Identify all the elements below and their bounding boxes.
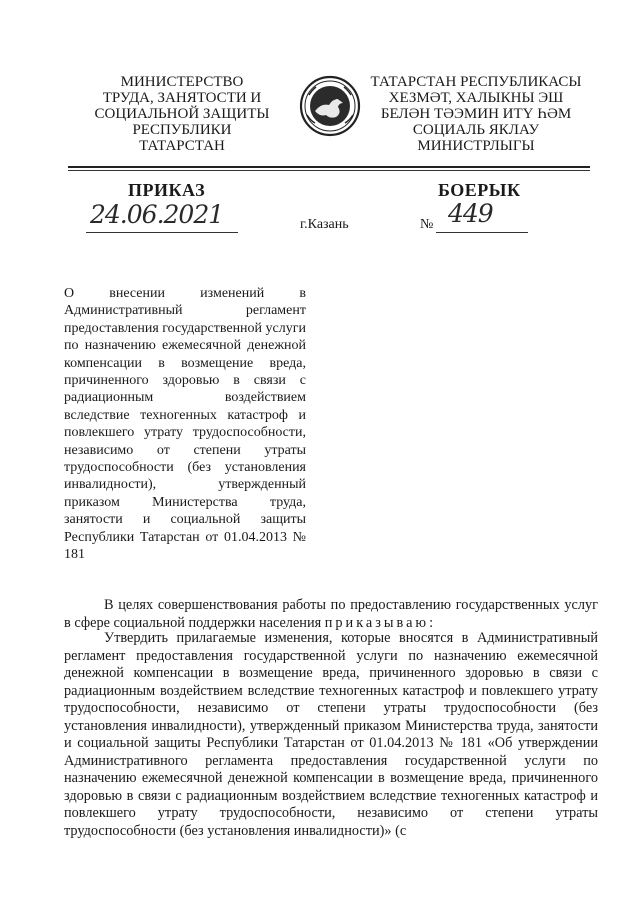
date-underline [86, 232, 238, 233]
ministry-name-ru [92, 74, 272, 154]
header-right-line: БЕЛӘН ТӘЭМИН ИТҮ ҺӘМ [380, 106, 572, 122]
header-divider [68, 166, 590, 168]
header-divider-thin [68, 170, 590, 171]
order-date: 24.06.2021 [90, 200, 224, 229]
number-sign: № [420, 217, 434, 232]
body-paragraph-2: Утвердить прилагаемые изменения, которые вносятся в Административный регламент предоставления государственной услуги по назначению ежемесячной денежной компенсации в возмещение вреда, причиненного здоровью в связи с радиационным воздействием вследствие техногенных катастроф и повлекшего утрату трудоспособности, независимо от степени утраты трудоспособности (без установления инвалидности), утвержденный приказом Министерства труда, занятости и социальной защиты Республики Татарстан от 01.04.2013 № 181 «Об утверждении Административного регламента предоставления государственной услуги по назначению ежемесячной денежной компенсации в возмещение вреда, причиненного здоровью в связи с радиационным воздействием вследствие техногенных катастроф и повлекшего утрату трудоспособности, независимо от степени утраты трудоспособности (без установления инвалидности)» (с [64, 630, 598, 839]
ministry-name-tt [368, 74, 584, 154]
header-right-line: ХЕЗМӘТ, ХАЛЫКНЫ ЭШ [388, 90, 564, 106]
header-left-line: ТРУДА, ЗАНЯТОСТИ И [102, 90, 262, 106]
order-title-tt: БОЕРЫК [438, 180, 521, 200]
header-left-line: МИНИСТЕРСТВО [120, 74, 244, 90]
header-right-line: ТАТАРСТАН РЕСПУБЛИКАСЫ [370, 74, 582, 90]
order-number: 449 [448, 199, 493, 228]
preamble-end: : [429, 614, 434, 631]
number-underline [436, 232, 528, 233]
order-city: г.Казань [300, 217, 349, 232]
header-left-line: СОЦИАЛЬНОЙ ЗАЩИТЫ [94, 106, 270, 122]
tatarstan-coat-of-arms-icon [299, 75, 361, 137]
preamble-text: В целях совершенствования работы по предоставлению государственных услуг в сфере социальной поддержки населения [64, 597, 598, 631]
header-left-line: ТАТАРСТАН [139, 138, 225, 154]
header-right-line: МИНИСТРЛЫГЫ [417, 138, 535, 154]
header-left-line: РЕСПУБЛИКИ [132, 122, 232, 138]
header-right-line: СОЦИАЛЬ ЯКЛАУ [412, 122, 540, 138]
order-title-ru: ПРИКАЗ [128, 180, 206, 200]
order-verb: приказываю [324, 614, 430, 631]
body-paragraph-1 [64, 597, 598, 632]
order-subject: О внесении изменений в Административный регламент предоставления государственной услуги по назначению ежемесячной денежной компенсации в возмещение вреда, причиненного здоровью в связи с радиационным воздействием вследствие техногенных катастроф и повлекшего утрату трудоспособности, независимо от степени утраты трудоспособности (без установления инвалидности), утвержденный приказом Министерства труда, занятости и социальной защиты Республики Татарстан от 01.04.2013 № 181 [64, 286, 306, 563]
